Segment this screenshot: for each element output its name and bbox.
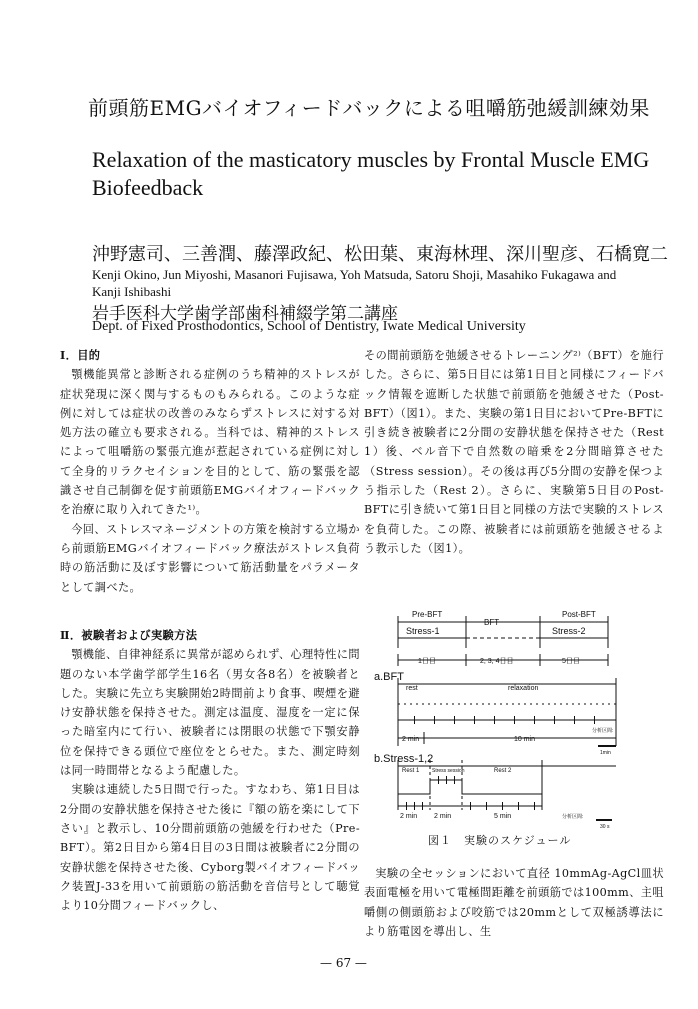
panel-a-label: a.BFT (374, 671, 404, 683)
authors-ja: 沖野憲司、三善潤、藤澤政紀、松田葉、東海林理、深川聖彦、石橋寛二 (92, 244, 668, 265)
label-day-1: 1日目 (418, 658, 436, 665)
section-1 (60, 346, 360, 597)
title-en: Relaxation of the masticatory muscles by Frontal Muscle EMG Biofeedback (92, 147, 650, 200)
label-stress-1: Stress-1 (406, 626, 440, 636)
label-bft: BFT (484, 618, 500, 627)
right-column-paragraph: その間前頭筋を弛緩させるトレーニング²⁾（BFT）を施行した。さらに、第5日目には第1日目と同様にフィードバック情報を遮断した状態で前頭筋を弛緩させた（Post-BFT）（図1）。また、実験の第1日目においてPre-BFTに引き続き被験者に2分間の安静状態を保持させた（Rest 1）後、ベル音下で自然数の暗乗を2分間暗算させた（Stress session）。その後は再び5分間の安静を保つよう指示した（Rest 2）。さらに、実験第5日目のPost-BFTに引き続いて第1日目と同様の方法で実験的ストレスを負荷した。この際、被験者には前頭筋を弛緩させるよう教示した（図1）。 (364, 349, 664, 555)
label-2-min: 2 min (402, 736, 420, 743)
affiliation-en: Dept. of Fixed Prosthodontics, School of Dentistry, Iwate Medical University (92, 319, 526, 334)
label-analysis-interval-b: 分析区間: (562, 814, 584, 820)
label-scale-1min: 1min (600, 750, 611, 756)
figure-caption: 図１ 実験のスケジュール (428, 834, 572, 847)
page-number: — 67 — (320, 956, 367, 970)
label-post-bft: Post-BFT (562, 610, 596, 619)
label-2-min-b: 2 min (434, 813, 452, 820)
section-2-paragraph: 実験は連続した5日間で行った。すなわち、第1日目は2分間の安静状態を保持させた後に『額の筋を楽にして下さい』と教示し、10分間前頭筋の弛緩を行わせた（Pre-BFT）。第2日目から第4日目の3日間は被験者に2分間の安静状態を保持させた後、Cyborg製バイオフィードバック装置J-33を用いて前頭筋の筋活動を音信号として聴覚より10分間フィードバックし、 (60, 783, 360, 913)
label-5-min: 5 min (494, 813, 512, 820)
section-2-paragraph: 顎機能、自律神経系に異常が認められず、心理特性に問題のない本学歯学部学生16名（男女各8名）を被験者とした。実験に先立ち実験開始2時間前より食事、喫煙を避け安静状態を保持させた。測定は温度、湿度を一定に保った暗室内にて行い、被験者には閉眼の状態で下顎安静位を保持できる頭位で座位をとらせた。また、測定時刻は同一時間帯となるよう配慮した。 (60, 648, 360, 778)
label-rest-1: Rest 1 (402, 768, 420, 774)
label-analysis-interval: 分析区間: (592, 728, 614, 734)
right-column-paragraph-bottom: 実験の全セッションにおいて直径 10mmAg-AgCl皿状表面電極を用いて電極間距離を前頭筋では100mm、主咀嚼側の側頭筋および咬筋では20mmとして双極誘導法により筋電図を導出し、生 (364, 867, 664, 938)
section-1-paragraph: 顎機能異常と診断される症例のうち精神的ストレスが症状発現に深く関与するものもみられる。このような症例に対しては症状の改善のみならずストレスに対する対処方法の確立も要求される。当科では、精神的ストレスによって咀嚼筋の緊張亢進が惹起されている症例に対して全身的リラクセイションを目的として、筋の緊張を認識させ自己制御を促す前頭筋EMGバイオフィードバックを治療に取り入れてきた¹⁾。 (60, 368, 360, 517)
affiliation-ja: 岩手医科大学歯学部歯科補綴学第二講座 (92, 304, 398, 324)
panel-b-label: b.Stress-1,2 (374, 753, 434, 765)
label-day-234: 2, 3, 4日目 (480, 658, 514, 665)
label-rest: rest (406, 685, 418, 692)
label-stress-2: Stress-2 (552, 626, 586, 636)
label-10-min: 10 min (514, 736, 536, 743)
label-day-5: 5日目 (562, 658, 580, 665)
right-column-text (364, 346, 664, 558)
label-relaxation: relaxation (508, 685, 539, 692)
section-1-heading: Ⅰ．目的 (60, 348, 101, 362)
experiment-schedule-figure (366, 608, 656, 830)
label-stress-session: Stress session (432, 768, 465, 774)
right-column-text-bottom (364, 864, 664, 941)
label-pre-bft: Pre-BFT (412, 610, 443, 619)
section-2 (60, 626, 360, 915)
authors-en: Kenji Okino, Jun Miyoshi, Masanori Fujisawa, Yoh Matsuda, Satoru Shoji, Masahiko Fukagawa and Kanji Ishibashi (92, 267, 617, 299)
section-2-heading: Ⅱ．被験者および実験方法 (60, 628, 198, 642)
label-2-min-a: 2 min (400, 813, 418, 820)
stress-tick-marks (406, 776, 535, 810)
section-1-paragraph: 今回、ストレスマネージメントの方策を検討する立場から前頭筋EMGバイオフィードバック療法がストレス負荷時の筋活動に及ぼす影響について筋活動量をパラメータとして調べた。 (60, 522, 360, 594)
label-scale-30s: 30 s (600, 824, 610, 830)
title-ja: 前頭筋EMGバイオフィードバックによる咀嚼筋弛緩訓練効果 (88, 96, 650, 120)
label-rest-2: Rest 2 (494, 768, 512, 774)
